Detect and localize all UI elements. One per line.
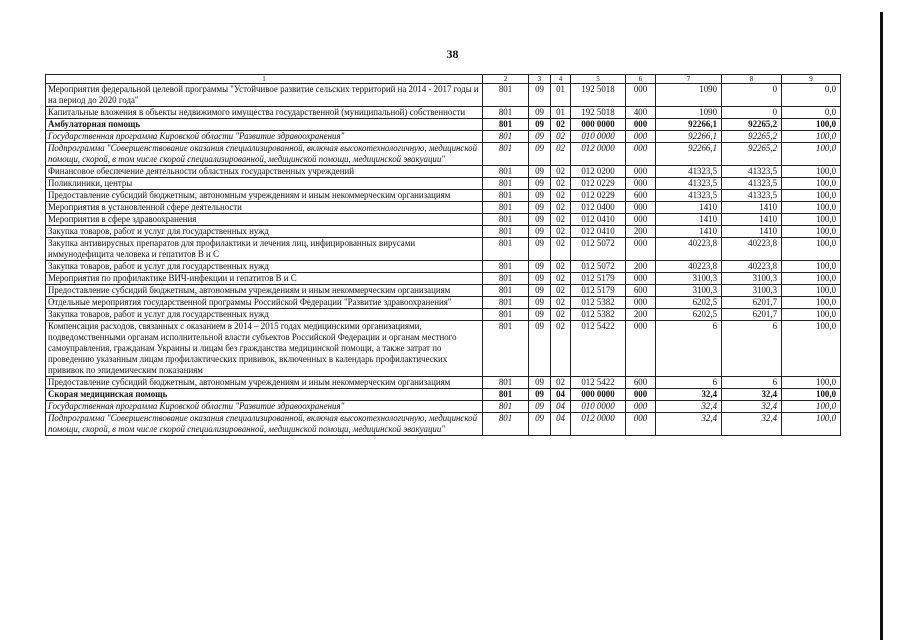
expense-type-code: 000	[626, 413, 656, 436]
target-item-code: 012 5072	[571, 238, 626, 261]
column-header: 4	[551, 75, 571, 84]
table-row	[46, 214, 841, 226]
department-code: 801	[483, 166, 529, 178]
column-header: 7	[656, 75, 722, 84]
table-row	[46, 401, 841, 413]
subsection-code: 02	[551, 285, 571, 297]
expense-type-code: 600	[626, 190, 656, 202]
expense-type-code: 200	[626, 226, 656, 238]
department-code: 801	[483, 178, 529, 190]
table-row	[46, 119, 841, 131]
row-name: Мероприятия федеральной целевой программы "Устойчивое развитие сельских территорий на 2014 - 2017 годы и на период до 2020 года"	[46, 84, 483, 107]
expense-type-code: 000	[626, 401, 656, 413]
execution-percent: 100,0	[782, 178, 841, 190]
planned-amount: 1090	[656, 107, 722, 119]
execution-percent: 100,0	[782, 238, 841, 261]
expense-type-code: 000	[626, 166, 656, 178]
section-code: 09	[529, 143, 551, 166]
row-name: Скорая медицинская помощь	[46, 389, 483, 401]
department-code: 801	[483, 143, 529, 166]
planned-amount: 6	[656, 377, 722, 389]
column-header: 9	[782, 75, 841, 84]
planned-amount: 40223,8	[656, 238, 722, 261]
table-row	[46, 273, 841, 285]
execution-percent: 100,0	[782, 321, 841, 377]
target-item-code: 010 0000	[571, 401, 626, 413]
planned-amount: 92266,1	[656, 119, 722, 131]
target-item-code: 192 5018	[571, 107, 626, 119]
department-code: 801	[483, 401, 529, 413]
subsection-code: 04	[551, 401, 571, 413]
target-item-code: 000 0000	[571, 389, 626, 401]
row-name: Предоставление субсидий бюджетным, автономным учреждениям и иным некоммерческим организациям	[46, 285, 483, 297]
department-code: 801	[483, 321, 529, 377]
target-item-code: 012 0400	[571, 202, 626, 214]
target-item-code: 012 0200	[571, 166, 626, 178]
execution-percent: 100,0	[782, 297, 841, 309]
executed-amount: 32,4	[722, 401, 782, 413]
executed-amount: 40223,8	[722, 261, 782, 273]
section-code: 09	[529, 107, 551, 119]
execution-percent: 100,0	[782, 309, 841, 321]
planned-amount: 3100,3	[656, 273, 722, 285]
target-item-code: 012 5179	[571, 273, 626, 285]
execution-percent: 100,0	[782, 273, 841, 285]
executed-amount: 92265,2	[722, 119, 782, 131]
executed-amount: 32,4	[722, 413, 782, 436]
row-name: Мероприятия по профилактике ВИЧ-инфекции и гепатитов В и С	[46, 273, 483, 285]
row-name: Предоставление субсидий бюджетным, автономным учреждениям и иным некоммерческим организациям	[46, 377, 483, 389]
table-row	[46, 178, 841, 190]
section-code: 09	[529, 178, 551, 190]
target-item-code: 012 0229	[571, 190, 626, 202]
subsection-code: 02	[551, 238, 571, 261]
planned-amount: 1410	[656, 214, 722, 226]
executed-amount: 40223,8	[722, 238, 782, 261]
executed-amount: 1410	[722, 226, 782, 238]
target-item-code: 012 5382	[571, 297, 626, 309]
table-row	[46, 166, 841, 178]
row-name: Подпрограмма "Совершенствование оказания специализированной, включая высокотехнологичную, медицинской помощи, скорой, в том числе скорой специализированной, медицинской помощи, медицинской эвакуации"	[46, 413, 483, 436]
column-number-row	[46, 75, 841, 84]
column-header: 1	[46, 75, 483, 84]
execution-percent: 100,0	[782, 285, 841, 297]
section-code: 09	[529, 261, 551, 273]
row-name: Поликлиники, центры	[46, 178, 483, 190]
department-code: 801	[483, 297, 529, 309]
department-code: 801	[483, 285, 529, 297]
subsection-code: 02	[551, 190, 571, 202]
row-name: Капитальные вложения в объекты недвижимого имущества государственной (муниципальной) собственности	[46, 107, 483, 119]
execution-percent: 100,0	[782, 202, 841, 214]
department-code: 801	[483, 273, 529, 285]
table-row	[46, 321, 841, 377]
planned-amount: 6202,5	[656, 309, 722, 321]
section-code: 09	[529, 84, 551, 107]
row-name: Мероприятия в сфере здравоохранения	[46, 214, 483, 226]
execution-percent: 100,0	[782, 261, 841, 273]
table-row	[46, 389, 841, 401]
planned-amount: 41323,5	[656, 178, 722, 190]
executed-amount: 92265,2	[722, 143, 782, 166]
expense-type-code: 000	[626, 214, 656, 226]
expense-type-code: 000	[626, 297, 656, 309]
target-item-code: 012 0410	[571, 226, 626, 238]
execution-percent: 100,0	[782, 131, 841, 143]
department-code: 801	[483, 413, 529, 436]
expense-type-code: 000	[626, 202, 656, 214]
table-row	[46, 297, 841, 309]
execution-percent: 100,0	[782, 413, 841, 436]
subsection-code: 02	[551, 297, 571, 309]
subsection-code: 02	[551, 261, 571, 273]
planned-amount: 92266,1	[656, 143, 722, 166]
row-name: Подпрограмма "Совершенствование оказания специализированной, включая высокотехнологичную, медицинской помощи, скорой, в том числе скорой специализированной, медицинской помощи, медицинской эвакуации"	[46, 143, 483, 166]
subsection-code: 02	[551, 273, 571, 285]
execution-percent: 100,0	[782, 166, 841, 178]
expense-type-code: 000	[626, 84, 656, 107]
execution-percent: 100,0	[782, 119, 841, 131]
subsection-code: 04	[551, 413, 571, 436]
section-code: 09	[529, 297, 551, 309]
table-row	[46, 238, 841, 261]
subsection-code: 04	[551, 389, 571, 401]
subsection-code: 02	[551, 143, 571, 166]
executed-amount: 41323,5	[722, 166, 782, 178]
department-code: 801	[483, 238, 529, 261]
row-name: Предоставление субсидий бюджетным, автономным учреждениям и иным некоммерческим организациям	[46, 190, 483, 202]
section-code: 09	[529, 166, 551, 178]
expense-type-code: 200	[626, 261, 656, 273]
section-code: 09	[529, 273, 551, 285]
planned-amount: 32,4	[656, 401, 722, 413]
subsection-code: 01	[551, 84, 571, 107]
target-item-code: 012 5422	[571, 377, 626, 389]
executed-amount: 3100,3	[722, 273, 782, 285]
subsection-code: 02	[551, 377, 571, 389]
expense-type-code: 400	[626, 107, 656, 119]
planned-amount: 1410	[656, 226, 722, 238]
expense-type-code: 000	[626, 131, 656, 143]
target-item-code: 192 5018	[571, 84, 626, 107]
subsection-code: 02	[551, 202, 571, 214]
target-item-code: 012 0410	[571, 214, 626, 226]
target-item-code: 000 0000	[571, 119, 626, 131]
section-code: 09	[529, 238, 551, 261]
execution-percent: 100,0	[782, 389, 841, 401]
executed-amount: 41323,5	[722, 190, 782, 202]
target-item-code: 012 0229	[571, 178, 626, 190]
department-code: 801	[483, 226, 529, 238]
executed-amount: 6201,7	[722, 309, 782, 321]
row-name: Закупка товаров, работ и услуг для государственных нужд	[46, 309, 483, 321]
row-name: Компенсация расходов, связанных с оказанием в 2014 – 2015 годах медицинскими организациями, подведомственными органам исполнительной власти субъектов Российской Федерации и органам местного самоуправления, гражданам Украины и лицам без гражданства медицинской помощи, а также затрат по проведению указанным лицам профилактических прививок, включенных в календарь профилактических прививок по эпидемическим показаниям	[46, 321, 483, 377]
section-code: 09	[529, 226, 551, 238]
table-row	[46, 285, 841, 297]
table-row	[46, 131, 841, 143]
row-name: Амбулаторная помощь	[46, 119, 483, 131]
expense-type-code: 000	[626, 178, 656, 190]
subsection-code: 02	[551, 226, 571, 238]
expense-type-code: 600	[626, 285, 656, 297]
column-header: 6	[626, 75, 656, 84]
section-code: 09	[529, 202, 551, 214]
table-row	[46, 143, 841, 166]
target-item-code: 012 5382	[571, 309, 626, 321]
column-header: 8	[722, 75, 782, 84]
target-item-code: 012 5179	[571, 285, 626, 297]
row-name: Отдельные мероприятия государственной программы Российской Федерации "Развитие здравоохранения"	[46, 297, 483, 309]
department-code: 801	[483, 261, 529, 273]
executed-amount: 6201,7	[722, 297, 782, 309]
department-code: 801	[483, 202, 529, 214]
expense-type-code: 000	[626, 143, 656, 166]
target-item-code: 010 0000	[571, 131, 626, 143]
row-name: Государственная программа Кировской области "Развитие здравоохранения"	[46, 401, 483, 413]
execution-percent: 100,0	[782, 143, 841, 166]
subsection-code: 02	[551, 178, 571, 190]
section-code: 09	[529, 309, 551, 321]
executed-amount: 6	[722, 321, 782, 377]
planned-amount: 1090	[656, 84, 722, 107]
section-code: 09	[529, 190, 551, 202]
expense-type-code: 000	[626, 389, 656, 401]
department-code: 801	[483, 389, 529, 401]
subsection-code: 02	[551, 119, 571, 131]
planned-amount: 6202,5	[656, 297, 722, 309]
execution-percent: 100,0	[782, 401, 841, 413]
planned-amount: 1410	[656, 202, 722, 214]
table-row	[46, 261, 841, 273]
execution-percent: 0,0	[782, 107, 841, 119]
row-name: Государственная программа Кировской области "Развитие здравоохранения"	[46, 131, 483, 143]
executed-amount: 32,4	[722, 389, 782, 401]
column-header: 2	[483, 75, 529, 84]
row-name: Закупка товаров, работ и услуг для государственных нужд	[46, 261, 483, 273]
section-code: 09	[529, 401, 551, 413]
department-code: 801	[483, 309, 529, 321]
page-number: 38	[446, 47, 459, 61]
department-code: 801	[483, 377, 529, 389]
subsection-code: 02	[551, 321, 571, 377]
row-name: Мероприятия в установленной сфере деятельности	[46, 202, 483, 214]
planned-amount: 41323,5	[656, 166, 722, 178]
department-code: 801	[483, 107, 529, 119]
table-row	[46, 413, 841, 436]
section-code: 09	[529, 389, 551, 401]
section-code: 09	[529, 131, 551, 143]
page-edge-line	[880, 12, 883, 640]
execution-percent: 100,0	[782, 190, 841, 202]
execution-percent: 100,0	[782, 377, 841, 389]
target-item-code: 012 0000	[571, 143, 626, 166]
department-code: 801	[483, 119, 529, 131]
executed-amount: 6	[722, 377, 782, 389]
section-code: 09	[529, 285, 551, 297]
planned-amount: 3100,3	[656, 285, 722, 297]
target-item-code: 012 5072	[571, 261, 626, 273]
executed-amount: 3100,3	[722, 285, 782, 297]
section-code: 09	[529, 321, 551, 377]
column-header: 5	[571, 75, 626, 84]
expense-type-code: 000	[626, 238, 656, 261]
section-code: 09	[529, 119, 551, 131]
expense-type-code: 000	[626, 119, 656, 131]
department-code: 801	[483, 190, 529, 202]
table-row	[46, 84, 841, 107]
table-row	[46, 226, 841, 238]
section-code: 09	[529, 377, 551, 389]
planned-amount: 32,4	[656, 413, 722, 436]
planned-amount: 6	[656, 321, 722, 377]
subsection-code: 01	[551, 107, 571, 119]
table-body	[46, 75, 841, 436]
executed-amount: 0	[722, 84, 782, 107]
execution-percent: 100,0	[782, 214, 841, 226]
subsection-code: 02	[551, 214, 571, 226]
department-code: 801	[483, 131, 529, 143]
column-header: 3	[529, 75, 551, 84]
department-code: 801	[483, 214, 529, 226]
row-name: Закупка товаров, работ и услуг для государственных нужд	[46, 226, 483, 238]
table-row	[46, 377, 841, 389]
expense-type-code: 200	[626, 309, 656, 321]
executed-amount: 1410	[722, 202, 782, 214]
budget-table	[45, 74, 841, 436]
table-row	[46, 107, 841, 119]
subsection-code: 02	[551, 309, 571, 321]
executed-amount: 1410	[722, 214, 782, 226]
section-code: 09	[529, 214, 551, 226]
executed-amount: 41323,5	[722, 178, 782, 190]
executed-amount: 92265,2	[722, 131, 782, 143]
expense-type-code: 600	[626, 377, 656, 389]
expense-type-code: 000	[626, 321, 656, 377]
target-item-code: 012 5422	[571, 321, 626, 377]
table-row	[46, 202, 841, 214]
execution-percent: 100,0	[782, 226, 841, 238]
planned-amount: 40223,8	[656, 261, 722, 273]
row-name: Закупка антивирусных препаратов для профилактики и лечения лиц, инфицированных вирусами иммунодефицита человека и гепатитов В и С	[46, 238, 483, 261]
department-code: 801	[483, 84, 529, 107]
table-row	[46, 190, 841, 202]
expense-type-code: 000	[626, 273, 656, 285]
table-row	[46, 309, 841, 321]
planned-amount: 41323,5	[656, 190, 722, 202]
row-name: Финансовое обеспечение деятельности областных государственных учреждений	[46, 166, 483, 178]
subsection-code: 02	[551, 131, 571, 143]
subsection-code: 02	[551, 166, 571, 178]
planned-amount: 32,4	[656, 389, 722, 401]
target-item-code: 012 0000	[571, 413, 626, 436]
planned-amount: 92266,1	[656, 131, 722, 143]
executed-amount: 0	[722, 107, 782, 119]
section-code: 09	[529, 413, 551, 436]
execution-percent: 0,0	[782, 84, 841, 107]
